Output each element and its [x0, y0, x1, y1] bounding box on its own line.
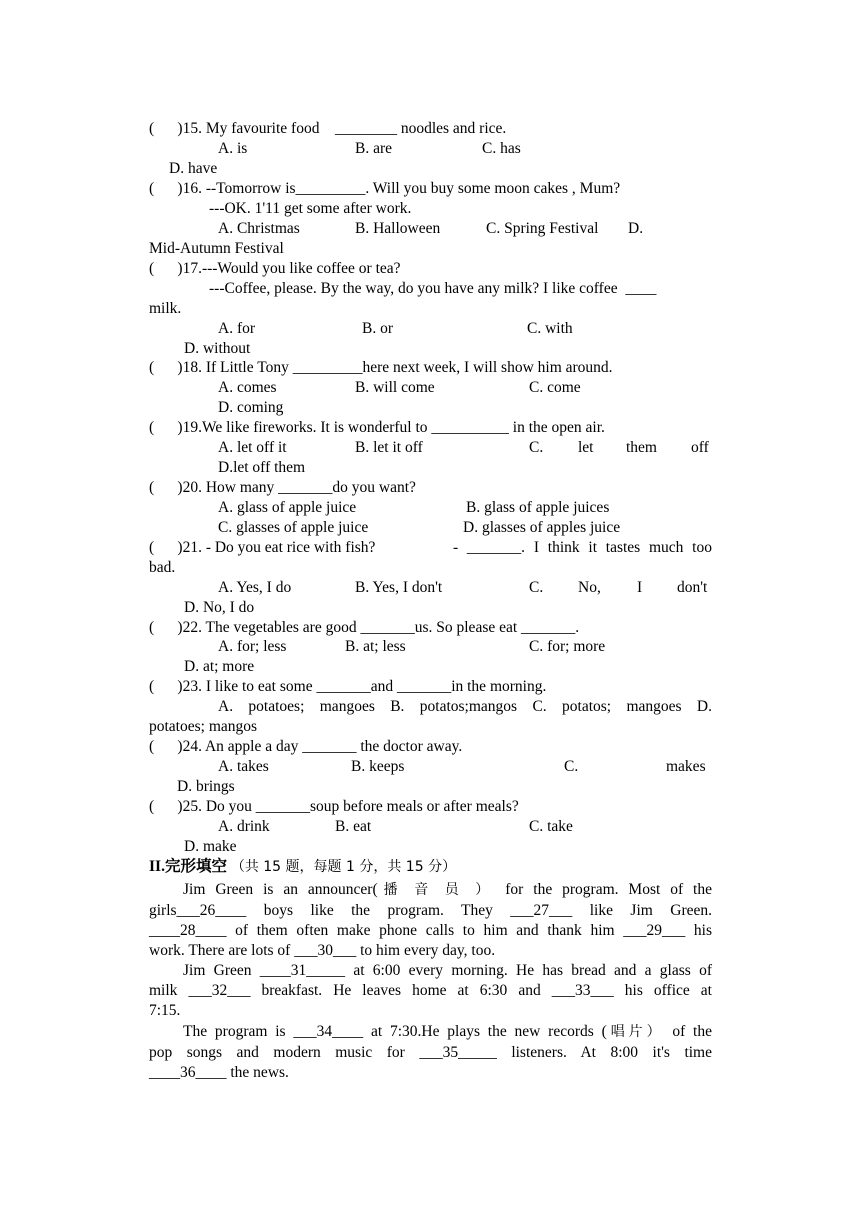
question-18-stem: ( )18. If Little Tony _________here next week, I will show him around. — [149, 359, 613, 376]
question-16-stem: ( )16. --Tomorrow is_________. Will you buy some moon cakes , Mum? — [149, 180, 621, 197]
q15-option-a: A. is — [218, 140, 248, 157]
q25-option-b: B. eat — [335, 818, 372, 835]
q21-option-c-word1: No, — [578, 579, 601, 596]
question-19-stem: ( )19.We like fireworks. It is wonderful to __________ in the open air. — [149, 419, 605, 436]
passage-p2-line3: 7:15. — [149, 1002, 181, 1019]
q21-option-a: A. Yes, I do — [218, 579, 292, 596]
q16-option-d: Mid-Autumn Festival — [149, 240, 284, 257]
q17-option-c: C. with — [527, 320, 573, 337]
p3-line1-text-b: of the — [672, 1023, 712, 1040]
q24-option-c: makes — [666, 758, 706, 775]
question-15-stem: ( )15. My favourite food ________ noodles and rice. — [149, 120, 507, 137]
q24-option-d: D. brings — [177, 778, 235, 795]
p1-line1-text-a: Jim Green is an announcer( — [183, 881, 378, 898]
q20-option-b: B. glass of apple juices — [466, 499, 610, 516]
q22-option-d: D. at; more — [184, 658, 255, 675]
q25-option-a: A. drink — [218, 818, 270, 835]
q16-option-d-marker: D. — [628, 220, 644, 237]
q24-option-b: B. keeps — [351, 758, 405, 775]
q21-option-d: D. No, I do — [184, 599, 255, 616]
passage-p2-line2: milk ___32___ breakfast. He leaves home at 6:30 and ___33___ his office at — [149, 982, 712, 999]
q20-option-a: A. glass of apple juice — [218, 499, 357, 516]
section-2-heading-line — [149, 857, 456, 877]
q20-option-c: C. glasses of apple juice — [218, 519, 369, 536]
question-21-stem: ( )21. - Do you eat rice with fish? — [149, 539, 376, 556]
q15-option-d: D. have — [169, 160, 218, 177]
q18-option-d: D. coming — [218, 399, 284, 416]
question-24-stem: ( )24. An apple a day _______ the doctor away. — [149, 738, 463, 755]
passage-p1-line2: girls___26____ boys like the program. They ___27___ like Jim Green. — [149, 902, 712, 919]
q22-option-b: B. at; less — [345, 638, 406, 655]
q19-option-d: D.let off them — [218, 459, 306, 476]
question-23-stem: ( )23. I like to eat some _______and _______in the morning. — [149, 678, 547, 695]
passage-p3-line2: pop songs and modern music for ___35_____ listeners. At 8:00 it's time — [149, 1044, 712, 1061]
question-25-stem: ( )25. Do you _______soup before meals or after meals? — [149, 798, 519, 815]
p1-line1-text-b: for the program. Most of the — [505, 881, 712, 898]
q23-options-line: A. potatoes; mangoes B. potatos;mangos C. potatos; mangoes D. — [218, 698, 712, 715]
passage-p1-line1 — [183, 880, 712, 900]
p3-line1-text-a: The program is ___34____ at 7:30.He plays the new records ( — [183, 1023, 607, 1040]
section-2-heading: II.完形填空 — [149, 858, 227, 875]
q16-option-c: C. Spring Festival — [486, 220, 599, 237]
passage-p3-line1 — [183, 1022, 712, 1042]
q15-option-b: B. are — [355, 140, 393, 157]
q15-option-c: C. has — [482, 140, 521, 157]
passage-p3-line3: ____36____ the news. — [149, 1064, 289, 1081]
q16-option-b: B. Halloween — [355, 220, 441, 237]
q20-option-d: D. glasses of apples juice — [463, 519, 621, 536]
q19-option-c-word1: let — [578, 439, 594, 456]
q17-option-d: D. without — [184, 340, 251, 357]
passage-p1-line3: ____28____ of them often make phone calls to him and thank him ___29___ his — [149, 922, 712, 939]
q18-option-c: C. come — [529, 379, 581, 396]
q21-option-c-word3: don't — [677, 579, 708, 596]
q24-option-c-marker: C. — [564, 758, 579, 775]
q21-option-b: B. Yes, I don't — [355, 579, 443, 596]
q22-option-c: C. for; more — [529, 638, 606, 655]
q21-reply-end: bad. — [149, 559, 176, 576]
q19-option-b: B. let it off — [355, 439, 423, 456]
q21-option-c-word2: I — [637, 579, 643, 596]
q16-reply: ---OK. 1'11 get some after work. — [209, 200, 412, 217]
q17-option-a: A. for — [218, 320, 256, 337]
q23-options-line-end: potatoes; mangos — [149, 718, 258, 735]
p3-line1-cjk: 唱片） — [606, 1024, 665, 1040]
q19-option-c-word3: off — [691, 439, 709, 456]
q24-option-a: A. takes — [218, 758, 269, 775]
q17-option-b: B. or — [362, 320, 393, 337]
question-22-stem: ( )22. The vegetables are good _______us. So please eat _______. — [149, 619, 580, 636]
q22-option-a: A. for; less — [218, 638, 287, 655]
question-17-stem: ( )17.---Would you like coffee or tea? — [149, 260, 401, 277]
section-2-note: （共 15 题，每题 1 分，共 15 分） — [230, 859, 457, 875]
q25-option-d: D. make — [184, 838, 237, 855]
q17-reply: ---Coffee, please. By the way, do you have any milk? I like coffee ____ — [209, 280, 657, 297]
q21-reply: - _______. I think it tastes much too — [453, 539, 712, 556]
question-20-stem: ( )20. How many _______do you want? — [149, 479, 416, 496]
q19-option-c-marker: C. — [529, 439, 544, 456]
q21-option-c-marker: C. — [529, 579, 544, 596]
q16-option-a: A. Christmas — [218, 220, 300, 237]
p1-line1-cjk: 播 音 员 ） — [377, 882, 496, 898]
q25-option-c: C. take — [529, 818, 573, 835]
passage-p1-line4: work. There are lots of ___30___ to him every day, too. — [149, 942, 496, 959]
q17-reply-end: milk. — [149, 300, 182, 317]
q19-option-a: A. let off it — [218, 439, 287, 456]
passage-p2-line1: Jim Green ____31_____ at 6:00 every morning. He has bread and a glass of — [183, 962, 712, 979]
q18-option-b: B. will come — [355, 379, 435, 396]
q18-option-a: A. comes — [218, 379, 277, 396]
q19-option-c-word2: them — [626, 439, 657, 456]
